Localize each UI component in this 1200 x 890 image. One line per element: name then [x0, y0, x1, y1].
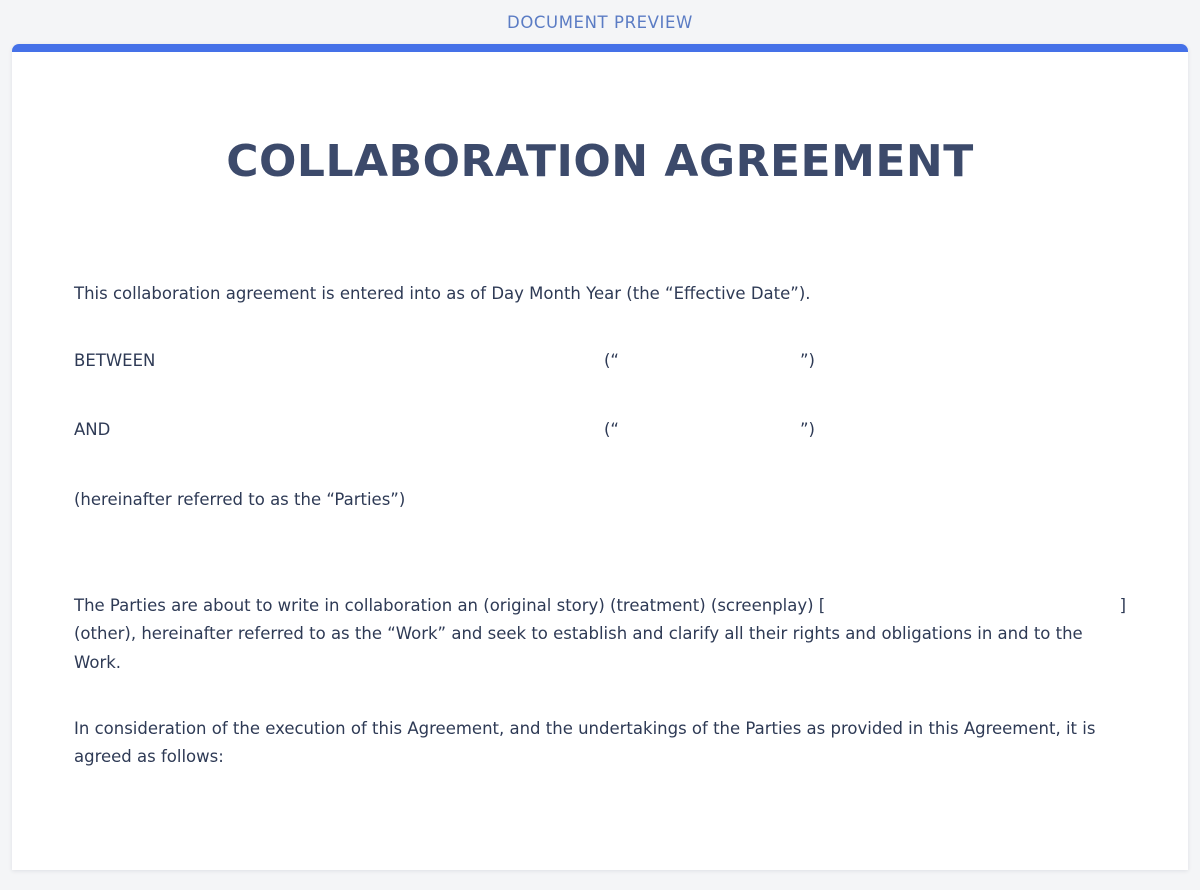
- party-close-quote-between: ”): [800, 350, 815, 370]
- consideration-block: [74, 715, 1126, 772]
- consideration-line-1: In consideration of the execution of this Agreement, and the undertakings of the Parties as provided in this Agreement, it is: [74, 719, 1096, 739]
- document-body: [74, 280, 1126, 771]
- party-close-quote-and: ”): [800, 420, 815, 440]
- section-spacer: [74, 552, 1126, 592]
- party-label-between: BETWEEN: [74, 350, 156, 370]
- parties-note: (hereinafter referred to as the “Parties”): [74, 489, 406, 509]
- document-page-container: [12, 44, 1188, 870]
- document-preview-header: [0, 0, 1200, 44]
- preview-label: DOCUMENT PREVIEW: [507, 13, 693, 32]
- party-open-quote-between: (“: [604, 350, 619, 370]
- recital-block: [74, 592, 1126, 677]
- intro-paragraph: This collaboration agreement is entered into as of Day Month Year (the “Effective Date”).: [74, 284, 811, 304]
- recital-line-3: Work.: [74, 652, 122, 672]
- document-accent-bar: [12, 44, 1188, 52]
- party-row-and: [74, 416, 1126, 444]
- party-open-quote-and: (“: [604, 420, 619, 440]
- consideration-line-2: agreed as follows:: [74, 747, 224, 767]
- recital-bracket-close: ]: [1119, 595, 1126, 615]
- recital-line-2: (other), hereinafter referred to as the “Work” and seek to establish and clarify all their rights and obligations in and to the: [74, 624, 1083, 644]
- document-page: [12, 138, 1188, 772]
- recital-lead-text: The Parties are about to write in collaboration an (original story) (treatment) (screenplay) [: [74, 595, 826, 615]
- party-row-between: [74, 347, 1126, 375]
- recital-line-1: [74, 592, 1126, 620]
- document-title: COLLABORATION AGREEMENT: [226, 136, 974, 187]
- party-label-and: AND: [74, 420, 111, 440]
